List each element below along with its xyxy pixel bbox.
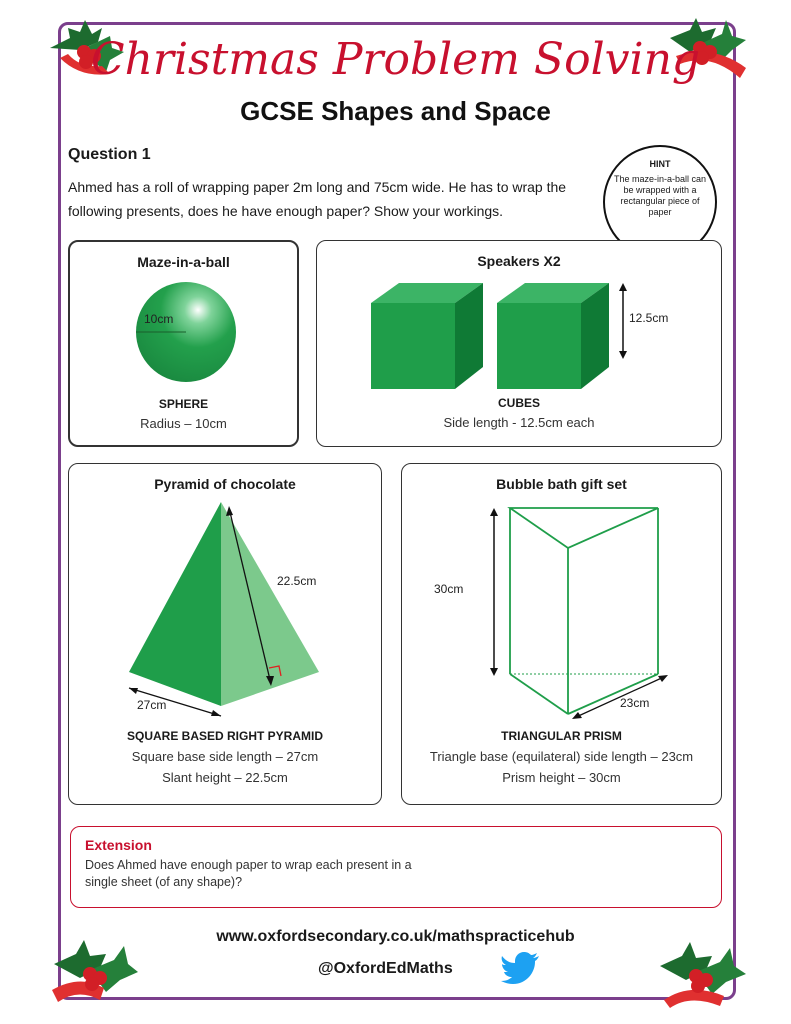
hint-text: The maze-in-a-ball can be wrapped with a rectangular piece of paper (613, 174, 707, 217)
pyramid-card-title: Pyramid of chocolate (154, 476, 296, 492)
prism-card-title: Bubble bath gift set (496, 476, 627, 492)
question-heading: Question 1 (68, 146, 151, 163)
extension-text: Does Ahmed have enough paper to wrap each present in a single sheet (of any shape)? (85, 858, 412, 889)
page-title: Christmas Problem Solving (90, 34, 701, 85)
prism-height-label: 30cm (434, 582, 464, 596)
sphere-card (68, 240, 299, 447)
prism-detail-2: Prism height – 30cm (502, 770, 621, 785)
cubes-detail: Side length - 12.5cm each (443, 415, 595, 430)
extension-box (70, 826, 722, 908)
pyramid-slant-label: 22.5cm (277, 574, 317, 588)
cubes-card-title: Speakers X2 (477, 253, 561, 269)
twitter-bird-icon[interactable] (502, 952, 540, 984)
pyramid-shape-name: SQUARE BASED RIGHT PYRAMID (126, 729, 323, 743)
footer-url[interactable]: www.oxfordsecondary.co.uk/mathspracticehub (216, 928, 575, 945)
sphere-shape (134, 280, 238, 384)
cube-side-label: 12.5cm (629, 311, 669, 325)
pyramid-detail-1: Square base side length – 27cm (131, 749, 319, 764)
sphere-card-title: Maze-in-a-ball (137, 254, 230, 270)
prism-card (401, 463, 722, 805)
pyramid-card (68, 463, 382, 805)
prism-base-label: 23cm (620, 696, 650, 710)
cube-shape-1 (371, 283, 487, 391)
cubes-shape-name: CUBES (497, 396, 540, 410)
pyramid-detail-2: Slant height – 22.5cm (162, 770, 288, 785)
prism-shape-name: TRIANGULAR PRISM (501, 729, 622, 743)
pyramid-base-label: 27cm (137, 698, 167, 712)
cube-shape-2 (497, 283, 613, 391)
page-subtitle: GCSE Shapes and Space (240, 96, 551, 126)
hint-title: HINT (649, 159, 671, 169)
sphere-shape-name: SPHERE (158, 397, 209, 411)
sphere-radius-label: 10cm (144, 312, 174, 326)
cube-height-arrow (617, 283, 629, 359)
extension-title: Extension (85, 837, 152, 853)
pyramid-shape (129, 502, 329, 712)
twitter-handle[interactable]: @OxfordEdMaths (318, 960, 453, 977)
prism-detail-1: Triangle base (equilateral) side length – 23cm (429, 749, 694, 764)
prism-height-arrow (488, 508, 500, 676)
cubes-card (316, 240, 722, 447)
sphere-detail: Radius – 10cm (140, 416, 227, 431)
question-text: Ahmed has a roll of wrapping paper 2m long and 75cm wide. He has to wrap the following presents, does he have enough paper? Show your workings. (68, 179, 567, 219)
